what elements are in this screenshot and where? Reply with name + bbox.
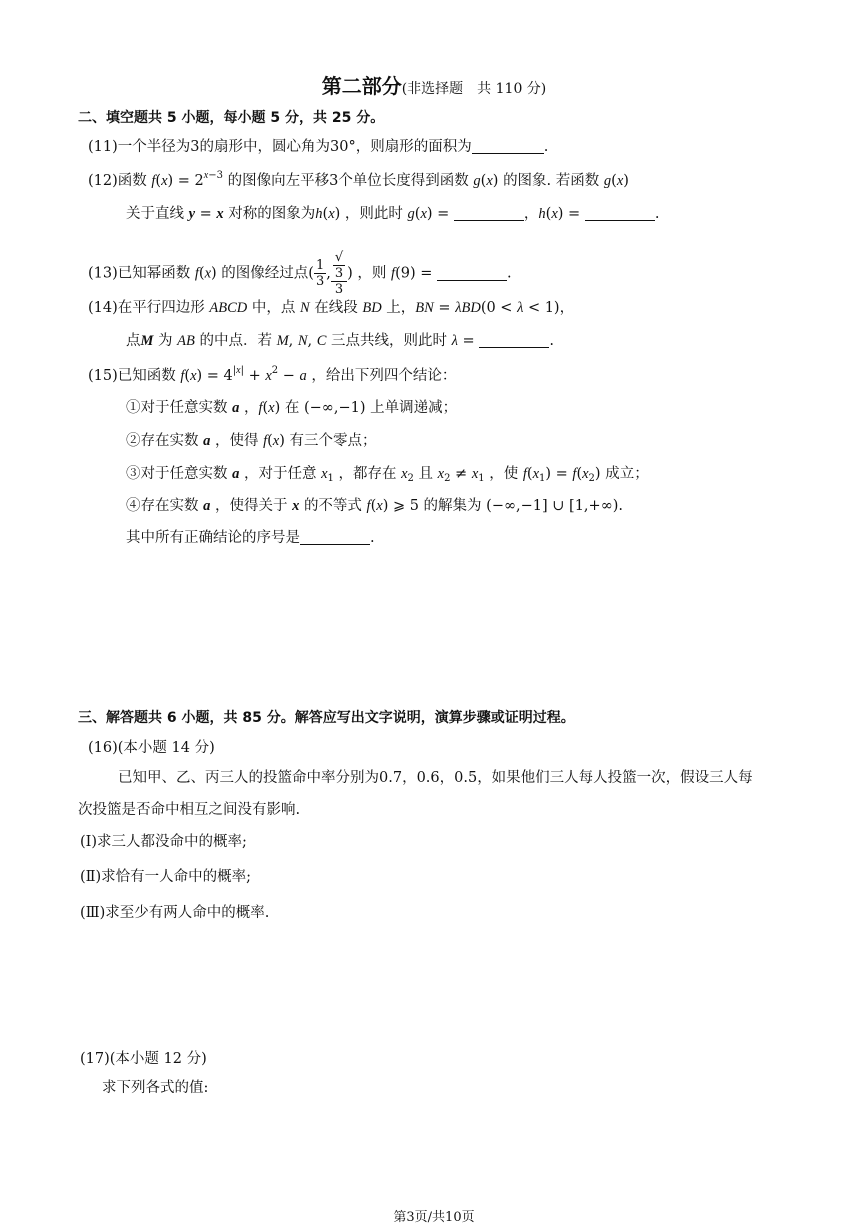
question-16-body-2: 次投篮是否命中相互之间没有影响. <box>78 802 301 818</box>
question-14: (14)在平行四边形 ABCD 中，点 N 在线段 BD 上，BN = λBD(0 < λ < 1)， <box>88 300 575 316</box>
fraction: $\frac{1}{3}$ <box>315 258 325 289</box>
question-15: (15)已知函数 $f(x) = 4^{|x|} + x^2 - a$ ，给出下列四个结论： <box>88 365 457 384</box>
question-16-part-2: (Ⅱ)求恰有一人命中的概率; <box>80 869 252 885</box>
question-17-number: (17)(本小题 12 分) <box>80 1051 207 1067</box>
question-14-line-2: 点M 为 AB 的中点．若 M, N, C 三点共线，则此时 λ = . <box>126 333 554 349</box>
question-16-part-3: (Ⅲ)求至少有两人命中的概率. <box>80 905 270 921</box>
q15-conclusion-3: ③对于任意实数 a ，对于任意 $x_1$ ，都存在 $x_2$ 且 $x_2 \ne x_1$ ，使 $f(x_1) = f(x_2)$ 成立； <box>126 466 649 484</box>
q15-conclusion-2: ②存在实数 a ，使得 f(x) 有三个零点； <box>126 433 377 449</box>
question-16-part-1: (Ⅰ)求三人都没命中的概率; <box>80 834 247 850</box>
answer-blank <box>437 266 507 281</box>
q13-number: (13) <box>88 265 118 282</box>
q15-conclusion-4: ④存在实数 a ，使得关于 x 的不等式 f(x) ⩾ 5 的解集为 (−∞,−1] ∪ [1,+∞). <box>126 498 624 514</box>
section-2-heading: 二、填空题共 5 小题，每小题 5 分，共 25 分。 <box>78 110 385 126</box>
part-title-main: 第二部分 <box>321 74 402 98</box>
answer-blank <box>454 206 524 221</box>
part-title-sub: (非选择题 共 110 分) <box>401 81 547 97</box>
question-11: (11)一个半径为3的扇形中，圆心角为30°，则扇形的面积为 . <box>88 139 549 155</box>
q11-number: (11) <box>88 139 118 155</box>
q14-number: (14) <box>88 300 118 316</box>
fraction: √ 3 3 <box>331 250 347 297</box>
question-13: (13)已知幂函数 f(x) 的图像经过点( $\frac{1}{3}$ , √ 3 3 ) ，则 f(9) = . <box>88 250 512 297</box>
section-3-heading: 三、解答题共 6 小题，共 85 分。解答应写出文字说明，演算步骤或证明过程。 <box>78 710 575 726</box>
question-16-body: 已知甲、乙、丙三人的投篮命中率分别为0.7，0.6，0.5，如果他们三人每人投篮一次，假设三人每 <box>118 770 753 786</box>
q15-number: (15) <box>88 368 118 384</box>
answer-blank <box>479 333 549 348</box>
question-12-line-2: 关于直线 y = x 对称的图象为h(x) ，则此时 g(x) = ，h(x) = . <box>126 206 660 222</box>
q12-number: (12) <box>88 173 118 189</box>
q15-conclusion-1: ①对于任意实数 a ，f(x) 在 (−∞,−1) 上单调递减； <box>126 400 458 416</box>
question-16-number: (16)(本小题 14 分) <box>88 740 215 756</box>
part-title <box>0 70 868 99</box>
page-footer: 第3页/共10页 <box>393 1210 475 1225</box>
answer-blank <box>300 530 370 545</box>
answer-blank <box>585 206 655 221</box>
q15-answer-line: 其中所有正确结论的序号是 . <box>126 530 375 546</box>
question-17-body: 求下列各式的值: <box>102 1080 209 1096</box>
answer-blank <box>472 139 544 154</box>
question-12: (12)函数 $f(x) = 2^{x-3}$ 的图像向左平移3个单位长度得到函数 g(x) 的图象. 若函数 g(x) <box>88 170 629 189</box>
